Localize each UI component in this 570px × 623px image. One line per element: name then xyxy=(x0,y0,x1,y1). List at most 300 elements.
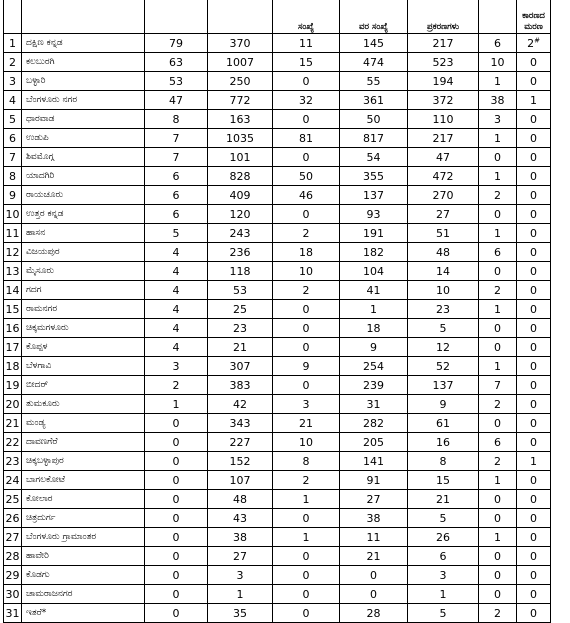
district-cell: ಯಾದಗಿರಿ xyxy=(22,167,145,186)
col6-cell: 141 xyxy=(340,452,408,471)
col7-cell: 110 xyxy=(408,110,479,129)
col8-cell: 1 xyxy=(479,224,517,243)
death-count: 0 xyxy=(530,568,537,582)
col4-cell: 227 xyxy=(208,433,273,452)
col4-cell: 370 xyxy=(208,34,273,53)
col6-cell: 21 xyxy=(340,547,408,566)
col3-cell: 0 xyxy=(145,414,208,433)
col3-cell: 7 xyxy=(145,129,208,148)
col9-cell xyxy=(517,205,551,224)
col8-cell: 0 xyxy=(479,205,517,224)
table-row xyxy=(4,338,551,357)
district-cell: ಧಾರವಾಡ xyxy=(22,110,145,129)
serial-cell: 28 xyxy=(4,547,22,566)
col7-cell: 270 xyxy=(408,186,479,205)
col6-cell: 50 xyxy=(340,110,408,129)
col3-cell: 7 xyxy=(145,148,208,167)
serial-cell: 15 xyxy=(4,300,22,319)
serial-cell: 10 xyxy=(4,205,22,224)
col3-cell: 4 xyxy=(145,281,208,300)
table-row xyxy=(4,262,551,281)
col7-cell: 26 xyxy=(408,528,479,547)
col9-cell xyxy=(517,471,551,490)
col4-cell: 107 xyxy=(208,471,273,490)
table-row xyxy=(4,319,551,338)
col5-cell: 0 xyxy=(273,300,340,319)
col3-cell: 0 xyxy=(145,604,208,623)
serial-cell: 24 xyxy=(4,471,22,490)
col3-cell: 3 xyxy=(145,357,208,376)
district-cell: ಮಂಡ್ಯ xyxy=(22,414,145,433)
col6-cell: 41 xyxy=(340,281,408,300)
death-count: 2 xyxy=(527,36,535,50)
col8-cell: 7 xyxy=(479,376,517,395)
district-cell: ದಕ್ಷಿಣ ಕನ್ನಡ xyxy=(22,34,145,53)
col5-cell: 0 xyxy=(273,319,340,338)
col5-cell: 0 xyxy=(273,205,340,224)
col4-cell: 38 xyxy=(208,528,273,547)
table-row xyxy=(4,224,551,243)
table-row xyxy=(4,376,551,395)
col4-cell: 21 xyxy=(208,338,273,357)
district-cell: ವಿಜಯಪುರ xyxy=(22,243,145,262)
death-count: 0 xyxy=(530,606,537,620)
death-count: 0 xyxy=(530,207,537,221)
col6-cell: 239 xyxy=(340,376,408,395)
col7-cell: 6 xyxy=(408,547,479,566)
col5-cell: 0 xyxy=(273,547,340,566)
col8-cell: 0 xyxy=(479,585,517,604)
col5-cell: 10 xyxy=(273,262,340,281)
death-count: 0 xyxy=(530,188,537,202)
col9-cell xyxy=(517,604,551,623)
col5-cell: 0 xyxy=(273,110,340,129)
header-col-5: ಸಂಖ್ಯೆ xyxy=(273,0,340,34)
col7-cell: 51 xyxy=(408,224,479,243)
death-count: 1 xyxy=(530,454,537,468)
death-count: 0 xyxy=(530,340,537,354)
col9-cell xyxy=(517,566,551,585)
death-count: 0 xyxy=(530,378,537,392)
col7-cell: 137 xyxy=(408,376,479,395)
col8-cell: 1 xyxy=(479,357,517,376)
col8-cell: 0 xyxy=(479,509,517,528)
col7-cell: 48 xyxy=(408,243,479,262)
district-cell: ಚಾಮರಾಜನಗರ xyxy=(22,585,145,604)
col8-cell: 1 xyxy=(479,300,517,319)
col7-cell: 10 xyxy=(408,281,479,300)
col9-cell xyxy=(517,148,551,167)
serial-cell: 13 xyxy=(4,262,22,281)
col6-cell: 54 xyxy=(340,148,408,167)
col6-cell: 282 xyxy=(340,414,408,433)
col6-cell: 817 xyxy=(340,129,408,148)
death-count: 0 xyxy=(530,492,537,506)
col4-cell: 48 xyxy=(208,490,273,509)
serial-cell: 19 xyxy=(4,376,22,395)
header-col-9: ಕಾರಣದ ಮರಣ xyxy=(517,0,551,34)
table-row xyxy=(4,91,551,110)
serial-cell: 26 xyxy=(4,509,22,528)
col3-cell: 0 xyxy=(145,566,208,585)
death-count: 0 xyxy=(530,473,537,487)
col9-cell xyxy=(517,167,551,186)
col3-cell: 0 xyxy=(145,471,208,490)
serial-cell: 18 xyxy=(4,357,22,376)
col9-cell xyxy=(517,452,551,471)
table-row xyxy=(4,509,551,528)
header-district xyxy=(22,0,145,34)
death-count: 0 xyxy=(530,283,537,297)
col6-cell: 182 xyxy=(340,243,408,262)
serial-cell: 29 xyxy=(4,566,22,585)
col9-cell xyxy=(517,281,551,300)
col6-cell: 0 xyxy=(340,566,408,585)
col3-cell: 0 xyxy=(145,509,208,528)
col5-cell: 18 xyxy=(273,243,340,262)
col3-cell: 63 xyxy=(145,53,208,72)
table-row xyxy=(4,585,551,604)
col8-cell: 0 xyxy=(479,262,517,281)
district-cell: ಮೈಸೂರು xyxy=(22,262,145,281)
col3-cell: 0 xyxy=(145,490,208,509)
death-count: 0 xyxy=(530,416,537,430)
col7-cell: 5 xyxy=(408,604,479,623)
col4-cell: 43 xyxy=(208,509,273,528)
col6-cell: 137 xyxy=(340,186,408,205)
death-count: 0 xyxy=(530,245,537,259)
col8-cell: 2 xyxy=(479,186,517,205)
col8-cell: 2 xyxy=(479,395,517,414)
table-row xyxy=(4,547,551,566)
col3-cell: 0 xyxy=(145,528,208,547)
col9-cell xyxy=(517,243,551,262)
col3-cell: 4 xyxy=(145,319,208,338)
col7-cell: 194 xyxy=(408,72,479,91)
table-row xyxy=(4,110,551,129)
col7-cell: 15 xyxy=(408,471,479,490)
col6-cell: 91 xyxy=(340,471,408,490)
col4-cell: 250 xyxy=(208,72,273,91)
serial-cell: 16 xyxy=(4,319,22,338)
col7-cell: 5 xyxy=(408,319,479,338)
col4-cell: 27 xyxy=(208,547,273,566)
death-count: 0 xyxy=(530,264,537,278)
col6-cell: 355 xyxy=(340,167,408,186)
col9-cell xyxy=(517,509,551,528)
col7-cell: 16 xyxy=(408,433,479,452)
col8-cell: 6 xyxy=(479,433,517,452)
col3-cell: 0 xyxy=(145,433,208,452)
death-count: 0 xyxy=(530,55,537,69)
col5-cell: 0 xyxy=(273,566,340,585)
col3-cell: 8 xyxy=(145,110,208,129)
col4-cell: 236 xyxy=(208,243,273,262)
serial-cell: 31 xyxy=(4,604,22,623)
col6-cell: 18 xyxy=(340,319,408,338)
col4-cell: 1007 xyxy=(208,53,273,72)
col4-cell: 243 xyxy=(208,224,273,243)
serial-cell: 23 xyxy=(4,452,22,471)
death-count: 0 xyxy=(530,131,537,145)
table-row xyxy=(4,281,551,300)
col5-cell: 10 xyxy=(273,433,340,452)
col7-cell: 14 xyxy=(408,262,479,281)
col7-cell: 21 xyxy=(408,490,479,509)
col6-cell: 145 xyxy=(340,34,408,53)
serial-cell: 17 xyxy=(4,338,22,357)
header-col-4 xyxy=(208,0,273,34)
col5-cell: 32 xyxy=(273,91,340,110)
col5-cell: 2 xyxy=(273,471,340,490)
district-cell: ತುಮಕೂರು xyxy=(22,395,145,414)
table-body xyxy=(4,34,551,623)
page xyxy=(3,0,550,623)
col6-cell: 0 xyxy=(340,585,408,604)
col8-cell: 2 xyxy=(479,281,517,300)
death-count: 0 xyxy=(530,587,537,601)
col9-cell xyxy=(517,91,551,110)
district-cell: ಚಿಕ್ಕಮಗಳೂರು xyxy=(22,319,145,338)
col7-cell: 52 xyxy=(408,357,479,376)
col5-cell: 21 xyxy=(273,414,340,433)
death-count: 0 xyxy=(530,435,537,449)
district-cell: ರಾಯಚೂರು xyxy=(22,186,145,205)
col6-cell: 474 xyxy=(340,53,408,72)
serial-cell: 25 xyxy=(4,490,22,509)
district-cell: ಗದಗ xyxy=(22,281,145,300)
col5-cell: 0 xyxy=(273,604,340,623)
col9-cell xyxy=(517,300,551,319)
col4-cell: 828 xyxy=(208,167,273,186)
serial-cell: 20 xyxy=(4,395,22,414)
col3-cell: 0 xyxy=(145,547,208,566)
col8-cell: 0 xyxy=(479,490,517,509)
col6-cell: 191 xyxy=(340,224,408,243)
col7-cell: 472 xyxy=(408,167,479,186)
col5-cell: 2 xyxy=(273,281,340,300)
col6-cell: 104 xyxy=(340,262,408,281)
header-col-8 xyxy=(479,0,517,34)
col8-cell: 0 xyxy=(479,566,517,585)
col8-cell: 2 xyxy=(479,452,517,471)
header-col-7: ಪ್ರಕರಣಗಳು xyxy=(408,0,479,34)
district-cell: ಬೆಂಗಳೂರು ಗ್ರಾಮಾಂತರ xyxy=(22,528,145,547)
col9-cell xyxy=(517,319,551,338)
district-cases-table xyxy=(3,0,551,623)
col4-cell: 343 xyxy=(208,414,273,433)
col8-cell: 1 xyxy=(479,471,517,490)
col3-cell: 6 xyxy=(145,167,208,186)
col6-cell: 205 xyxy=(340,433,408,452)
district-cell: ಹಾವೇರಿ xyxy=(22,547,145,566)
col3-cell: 6 xyxy=(145,205,208,224)
district-cell: ಕೊಡಗು xyxy=(22,566,145,585)
col4-cell: 307 xyxy=(208,357,273,376)
col7-cell: 372 xyxy=(408,91,479,110)
col9-cell xyxy=(517,129,551,148)
death-count: 1 xyxy=(530,93,537,107)
col9-cell xyxy=(517,338,551,357)
serial-cell: 14 xyxy=(4,281,22,300)
col3-cell: 0 xyxy=(145,585,208,604)
col3-cell: 47 xyxy=(145,91,208,110)
death-count: 0 xyxy=(530,74,537,88)
col8-cell: 0 xyxy=(479,148,517,167)
district-cell: ರಾಮನಗರ xyxy=(22,300,145,319)
col5-cell: 1 xyxy=(273,490,340,509)
table-row xyxy=(4,433,551,452)
col4-cell: 101 xyxy=(208,148,273,167)
col4-cell: 383 xyxy=(208,376,273,395)
serial-cell: 11 xyxy=(4,224,22,243)
table-row xyxy=(4,148,551,167)
district-cell: ಚಿತ್ರದುರ್ಗ xyxy=(22,509,145,528)
death-count: 0 xyxy=(530,549,537,563)
col4-cell: 120 xyxy=(208,205,273,224)
serial-cell: 1 xyxy=(4,34,22,53)
col7-cell: 217 xyxy=(408,34,479,53)
col8-cell: 2 xyxy=(479,604,517,623)
col4-cell: 3 xyxy=(208,566,273,585)
col3-cell: 4 xyxy=(145,243,208,262)
col4-cell: 53 xyxy=(208,281,273,300)
death-count: 0 xyxy=(530,321,537,335)
table-row xyxy=(4,357,551,376)
table-row xyxy=(4,300,551,319)
col7-cell: 1 xyxy=(408,585,479,604)
col8-cell: 38 xyxy=(479,91,517,110)
table-row xyxy=(4,566,551,585)
district-cell: ಬೆಂಗಳೂರು ನಗರ xyxy=(22,91,145,110)
col5-cell: 15 xyxy=(273,53,340,72)
col5-cell: 81 xyxy=(273,129,340,148)
col4-cell: 118 xyxy=(208,262,273,281)
table-row xyxy=(4,471,551,490)
col4-cell: 1 xyxy=(208,585,273,604)
col6-cell: 31 xyxy=(340,395,408,414)
header-serial xyxy=(4,0,22,34)
death-count: 0 xyxy=(530,112,537,126)
col5-cell: 0 xyxy=(273,72,340,91)
table-row xyxy=(4,414,551,433)
col3-cell: 6 xyxy=(145,186,208,205)
col9-cell xyxy=(517,547,551,566)
col9-cell xyxy=(517,53,551,72)
district-cell: ಚಿಕ್ಕಬಳ್ಳಾಪುರ xyxy=(22,452,145,471)
col5-cell: 3 xyxy=(273,395,340,414)
district-cell: ಉಡುಪಿ xyxy=(22,129,145,148)
col6-cell: 361 xyxy=(340,91,408,110)
col6-cell: 28 xyxy=(340,604,408,623)
col7-cell: 12 xyxy=(408,338,479,357)
serial-cell: 21 xyxy=(4,414,22,433)
col7-cell: 27 xyxy=(408,205,479,224)
table-row xyxy=(4,490,551,509)
table-row xyxy=(4,34,551,53)
table-row xyxy=(4,129,551,148)
col9-cell xyxy=(517,224,551,243)
col9-cell xyxy=(517,433,551,452)
col5-cell: 0 xyxy=(273,376,340,395)
col3-cell: 2 xyxy=(145,376,208,395)
col5-cell: 50 xyxy=(273,167,340,186)
table-row xyxy=(4,604,551,623)
col7-cell: 61 xyxy=(408,414,479,433)
death-count: 0 xyxy=(530,302,537,316)
serial-cell: 2 xyxy=(4,53,22,72)
district-cell: ಬಳ್ಳಾರಿ xyxy=(22,72,145,91)
col9-cell xyxy=(517,585,551,604)
col9-cell xyxy=(517,490,551,509)
col3-cell: 5 xyxy=(145,224,208,243)
table-row xyxy=(4,167,551,186)
col9-cell xyxy=(517,186,551,205)
col3-cell: 0 xyxy=(145,452,208,471)
col5-cell: 11 xyxy=(273,34,340,53)
table-row xyxy=(4,205,551,224)
district-cell: ಹಾಸನ xyxy=(22,224,145,243)
col4-cell: 772 xyxy=(208,91,273,110)
col3-cell: 4 xyxy=(145,300,208,319)
table-row xyxy=(4,53,551,72)
col3-cell: 79 xyxy=(145,34,208,53)
serial-cell: 3 xyxy=(4,72,22,91)
col9-cell xyxy=(517,110,551,129)
table-row xyxy=(4,452,551,471)
header-col-6: ವರ ಸಂಖ್ಯೆ xyxy=(340,0,408,34)
col6-cell: 1 xyxy=(340,300,408,319)
col7-cell: 9 xyxy=(408,395,479,414)
col5-cell: 9 xyxy=(273,357,340,376)
col4-cell: 152 xyxy=(208,452,273,471)
serial-cell: 9 xyxy=(4,186,22,205)
district-cell: ಬೆಳಗಾವಿ xyxy=(22,357,145,376)
col3-cell: 4 xyxy=(145,262,208,281)
col6-cell: 55 xyxy=(340,72,408,91)
col8-cell: 6 xyxy=(479,243,517,262)
col9-cell xyxy=(517,262,551,281)
col8-cell: 3 xyxy=(479,110,517,129)
table-row xyxy=(4,243,551,262)
death-count: 0 xyxy=(530,359,537,373)
col5-cell: 46 xyxy=(273,186,340,205)
col9-cell xyxy=(517,34,551,53)
col6-cell: 93 xyxy=(340,205,408,224)
serial-cell: 5 xyxy=(4,110,22,129)
col8-cell: 0 xyxy=(479,414,517,433)
col6-cell: 9 xyxy=(340,338,408,357)
col8-cell: 6 xyxy=(479,34,517,53)
col5-cell: 0 xyxy=(273,585,340,604)
table-row xyxy=(4,395,551,414)
col8-cell: 10 xyxy=(479,53,517,72)
table-row xyxy=(4,72,551,91)
col6-cell: 254 xyxy=(340,357,408,376)
col7-cell: 217 xyxy=(408,129,479,148)
district-cell: ಬೀದರ್ xyxy=(22,376,145,395)
col6-cell: 38 xyxy=(340,509,408,528)
col9-cell xyxy=(517,72,551,91)
col4-cell: 42 xyxy=(208,395,273,414)
table-header-row xyxy=(4,0,551,34)
col8-cell: 0 xyxy=(479,547,517,566)
death-count: 0 xyxy=(530,226,537,240)
serial-cell: 27 xyxy=(4,528,22,547)
col8-cell: 1 xyxy=(479,72,517,91)
district-cell: ಉತ್ತರ ಕನ್ನಡ xyxy=(22,205,145,224)
serial-cell: 7 xyxy=(4,148,22,167)
